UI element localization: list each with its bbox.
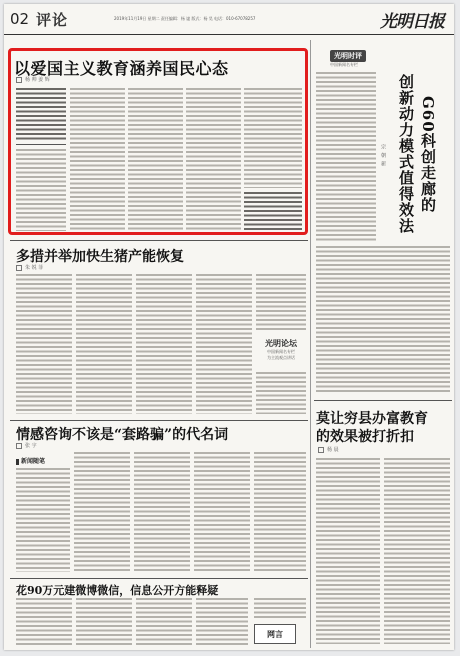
pork-col-1 [16, 274, 72, 414]
g60-title-line2[interactable]: 创新动力模式值得效法 [397, 74, 415, 234]
emotion-article-byline [16, 442, 37, 449]
newspaper-page [4, 4, 454, 650]
emotion-col-3 [134, 452, 190, 572]
wangyan-logo: 网言 [254, 624, 296, 644]
main-article-title[interactable]: 以爱国主义教育涵养国民心态 [14, 59, 229, 78]
main-byline-text: 杨 帅 姜 辉 [25, 77, 50, 83]
luntan-logo [256, 338, 306, 361]
poverty-article-byline [318, 446, 339, 453]
highlight-box [8, 48, 308, 235]
g60-title-line1[interactable]: G60科创走廊的 [419, 96, 437, 213]
right-column-divider [310, 40, 311, 648]
emotion-col-5 [254, 452, 306, 572]
page-header [4, 4, 454, 35]
pork-article-byline [16, 264, 43, 271]
section-name: 评论 [36, 11, 69, 29]
shiping-badge [330, 50, 366, 68]
g60-col-2 [316, 246, 450, 394]
news-commentary-label: 新闻随笔 [21, 458, 46, 465]
weibo-col-5 [254, 598, 306, 620]
weibo-top-rule [10, 578, 308, 579]
pork-col-2 [76, 274, 132, 414]
pork-col-6 [256, 372, 306, 414]
weibo-col-4 [196, 598, 248, 646]
g60-bottom-rule [314, 400, 452, 401]
shiping-badge-sub: 中国新闻名专栏 [330, 62, 358, 67]
pork-article-title[interactable]: 多措并举加快生猪产能恢复 [16, 249, 184, 265]
byline-marker-icon [16, 443, 22, 449]
weibo-article-title[interactable]: 花90万元建微博微信，信息公开方能释疑 [16, 584, 219, 597]
poverty-col-1 [316, 458, 380, 644]
emotion-col-4 [194, 452, 250, 572]
luntan-logo-sub1: 中国新闻名专栏 [267, 349, 295, 354]
byline-marker-icon [318, 447, 324, 453]
emotion-top-rule [10, 420, 308, 421]
masthead-logo: 光明日报 [380, 12, 444, 32]
weibo-col-1 [16, 598, 72, 646]
pork-top-rule [10, 240, 308, 241]
pork-col-5 [256, 274, 306, 330]
emotion-col-2 [74, 452, 130, 572]
poverty-title-line1[interactable]: 莫让穷县办富教育 [316, 411, 428, 427]
emotion-col-1 [16, 468, 70, 572]
shiping-badge-label: 光明时评 [330, 50, 366, 62]
section-number: 02 [10, 10, 30, 28]
date-line: 2019年11月19日 星期二 责任编辑：杨 谧 版式：杨 昊 电话：010-67078257 [114, 16, 256, 21]
poverty-byline-text: 杨 晨 [327, 447, 339, 453]
luntan-logo-main: 光明论坛 [265, 338, 297, 348]
byline-marker-icon [16, 265, 22, 271]
tag-bar-icon [16, 459, 19, 465]
emotion-article-title[interactable]: 情感咨询不该是“套路骗”的代名词 [16, 427, 229, 443]
pork-col-4 [196, 274, 252, 414]
weibo-col-2 [76, 598, 132, 646]
g60-col-1 [316, 72, 376, 242]
pork-byline-text: 朱 锐 菲 [25, 265, 44, 271]
g60-byline: 宗 朝 新 [380, 144, 386, 168]
emotion-byline-text: 张 宇 [25, 443, 37, 449]
poverty-col-2 [384, 458, 450, 644]
news-commentary-tag [16, 456, 45, 465]
pork-col-3 [136, 274, 192, 414]
luntan-logo-sub2: 为主流观点讲话 [267, 355, 295, 360]
weibo-col-3 [136, 598, 192, 646]
poverty-title-line2[interactable]: 的效果被打折扣 [316, 429, 414, 445]
